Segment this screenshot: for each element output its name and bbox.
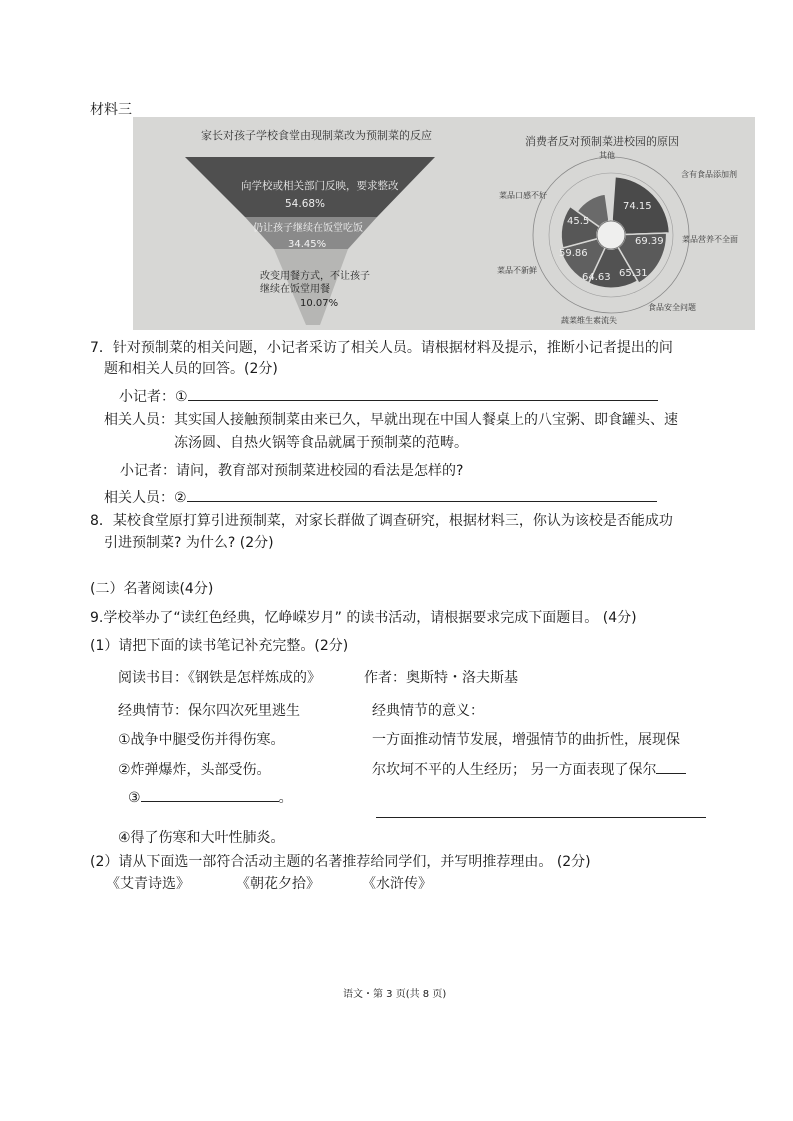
q7-answer-blank-1[interactable] bbox=[188, 386, 658, 401]
radial-title: 消费者反对预制菜进校园的原因 bbox=[525, 135, 679, 148]
radial-cat-nutrition: 菜品营养不全面 bbox=[682, 235, 738, 244]
radial-cat-taste: 菜品口感不好 bbox=[499, 191, 547, 200]
plot-item-1: ①战争中腿受伤并得伤寒。 bbox=[118, 732, 285, 748]
funnel-title: 家长对孩子学校食堂由现制菜改为预制菜的反应 bbox=[201, 129, 432, 142]
radial-cat-other: 其他 bbox=[599, 151, 615, 160]
material-label: 材料三 bbox=[90, 102, 132, 118]
radial-cat-vitamin: 蔬菜维生素流失 bbox=[561, 316, 617, 325]
q7-reporter1-text: 小记者：① bbox=[119, 389, 188, 405]
funnel-tier-2-value: 34.45% bbox=[288, 239, 327, 250]
plot-answer-blank[interactable] bbox=[141, 787, 279, 802]
material-three-photo bbox=[133, 117, 755, 330]
funnel-tier-3-label-2: 继续在饭堂用餐 bbox=[260, 284, 330, 295]
plot-item-3-prefix: ③ bbox=[128, 790, 141, 806]
charts-figure bbox=[133, 117, 755, 330]
q7-stem-line2: 题和相关人员的回答。(2分) bbox=[104, 361, 278, 377]
radial-value-2: 69.39 bbox=[635, 236, 664, 247]
q7-staff1-label: 相关人员： bbox=[104, 412, 174, 428]
radial-value-5: 59.86 bbox=[559, 248, 588, 259]
q9-part1: (1）请把下面的读书笔记补充完整。(2分) bbox=[90, 638, 349, 654]
q7-staff2 bbox=[104, 487, 657, 507]
meaning-line-2-text: 尔坎坷不平的人生经历； 另一方面表现了保尔 bbox=[372, 762, 657, 778]
meaning-answer-blank[interactable] bbox=[656, 759, 686, 774]
meaning-line-2 bbox=[372, 759, 686, 779]
radial-value-3: 65.31 bbox=[619, 268, 648, 279]
q7-reporter1 bbox=[119, 386, 658, 406]
q9-part2: (2）请从下面选一部符合活动主题的名著推荐给同学们，并写明推荐理由。 (2分) bbox=[90, 854, 591, 870]
radial-value-1: 74.15 bbox=[623, 201, 652, 212]
meaning-line-1: 一方面推动情节发展，增强情节的曲折性，展现保 bbox=[372, 732, 680, 748]
q7-answer-blank-2[interactable] bbox=[187, 487, 657, 502]
q8-line2: 引进预制菜? 为什么? (2分) bbox=[104, 535, 274, 551]
plot-item-2: ②炸弹爆炸，头部受伤。 bbox=[118, 762, 271, 778]
q7-staff1-line1: 其实国人接触预制菜由来已久，早就出现在中国人餐桌上的八宝粥、即食罐头、速 bbox=[174, 412, 678, 428]
book-option-1: 《艾青诗选》 bbox=[106, 876, 190, 892]
radial-cat-additive: 含有食品添加剂 bbox=[681, 170, 737, 179]
funnel-tier-3-value: 10.07% bbox=[300, 298, 339, 309]
radial-cat-safety: 食品安全问题 bbox=[648, 303, 696, 312]
meaning-answer-line[interactable] bbox=[376, 803, 706, 818]
section2-heading: (二）名著阅读(4分) bbox=[90, 581, 214, 597]
q8-line1: 8．某校食堂原打算引进预制菜，对家长群做了调查研究，根据材料三，你认为该校是否能成功 bbox=[90, 513, 673, 529]
q7-staff2-text: 相关人员：② bbox=[104, 490, 187, 506]
plot-item-3-suffix: 。 bbox=[278, 790, 293, 806]
plot-item-4: ④得了伤寒和大叶性肺炎。 bbox=[118, 830, 285, 846]
plot-label: 经典情节：保尔四次死里逃生 bbox=[118, 703, 300, 719]
q7-reporter2: 小记者：请问，教育部对预制菜进校园的看法是怎样的? bbox=[120, 463, 464, 479]
funnel-tier-2-label: 仍让孩子继续在饭堂吃饭 bbox=[253, 223, 363, 234]
meaning-label: 经典情节的意义： bbox=[372, 703, 484, 719]
page-footer: 语文・第 3 页(共 8 页) bbox=[343, 989, 447, 1000]
book-author: 作者：奥斯特・洛夫斯基 bbox=[364, 670, 518, 686]
q9-stem: 9.学校举办了“读红色经典，忆峥嵘岁月” 的读书活动，请根据要求完成下面题目。 (4分) bbox=[90, 610, 637, 626]
funnel-tier-1-label: 向学校或相关部门反映，要求整改 bbox=[241, 180, 399, 192]
plot-item-3 bbox=[128, 787, 293, 807]
q7-staff1-line2: 冻汤圆、自热火锅等食品就属于预制菜的范畴。 bbox=[174, 435, 468, 451]
book-title: 阅读书目：《钢铁是怎样炼成的》 bbox=[118, 670, 321, 686]
funnel-tier-1-value: 54.68% bbox=[285, 198, 326, 210]
funnel-tier-3-label-1: 改变用餐方式，不让孩子 bbox=[260, 271, 370, 282]
radial-value-4: 64.63 bbox=[582, 272, 611, 283]
book-option-2: 《朝花夕拾》 bbox=[236, 876, 320, 892]
radial-value-6: 45.5 bbox=[567, 216, 590, 227]
book-option-3: 《水浒传》 bbox=[362, 876, 432, 892]
q7-stem-line1: 7．针对预制菜的相关问题，小记者采访了相关人员。请根据材料及提示，推断小记者提出的问 bbox=[90, 340, 673, 356]
radial-cat-fresh: 菜品不新鲜 bbox=[497, 266, 537, 275]
